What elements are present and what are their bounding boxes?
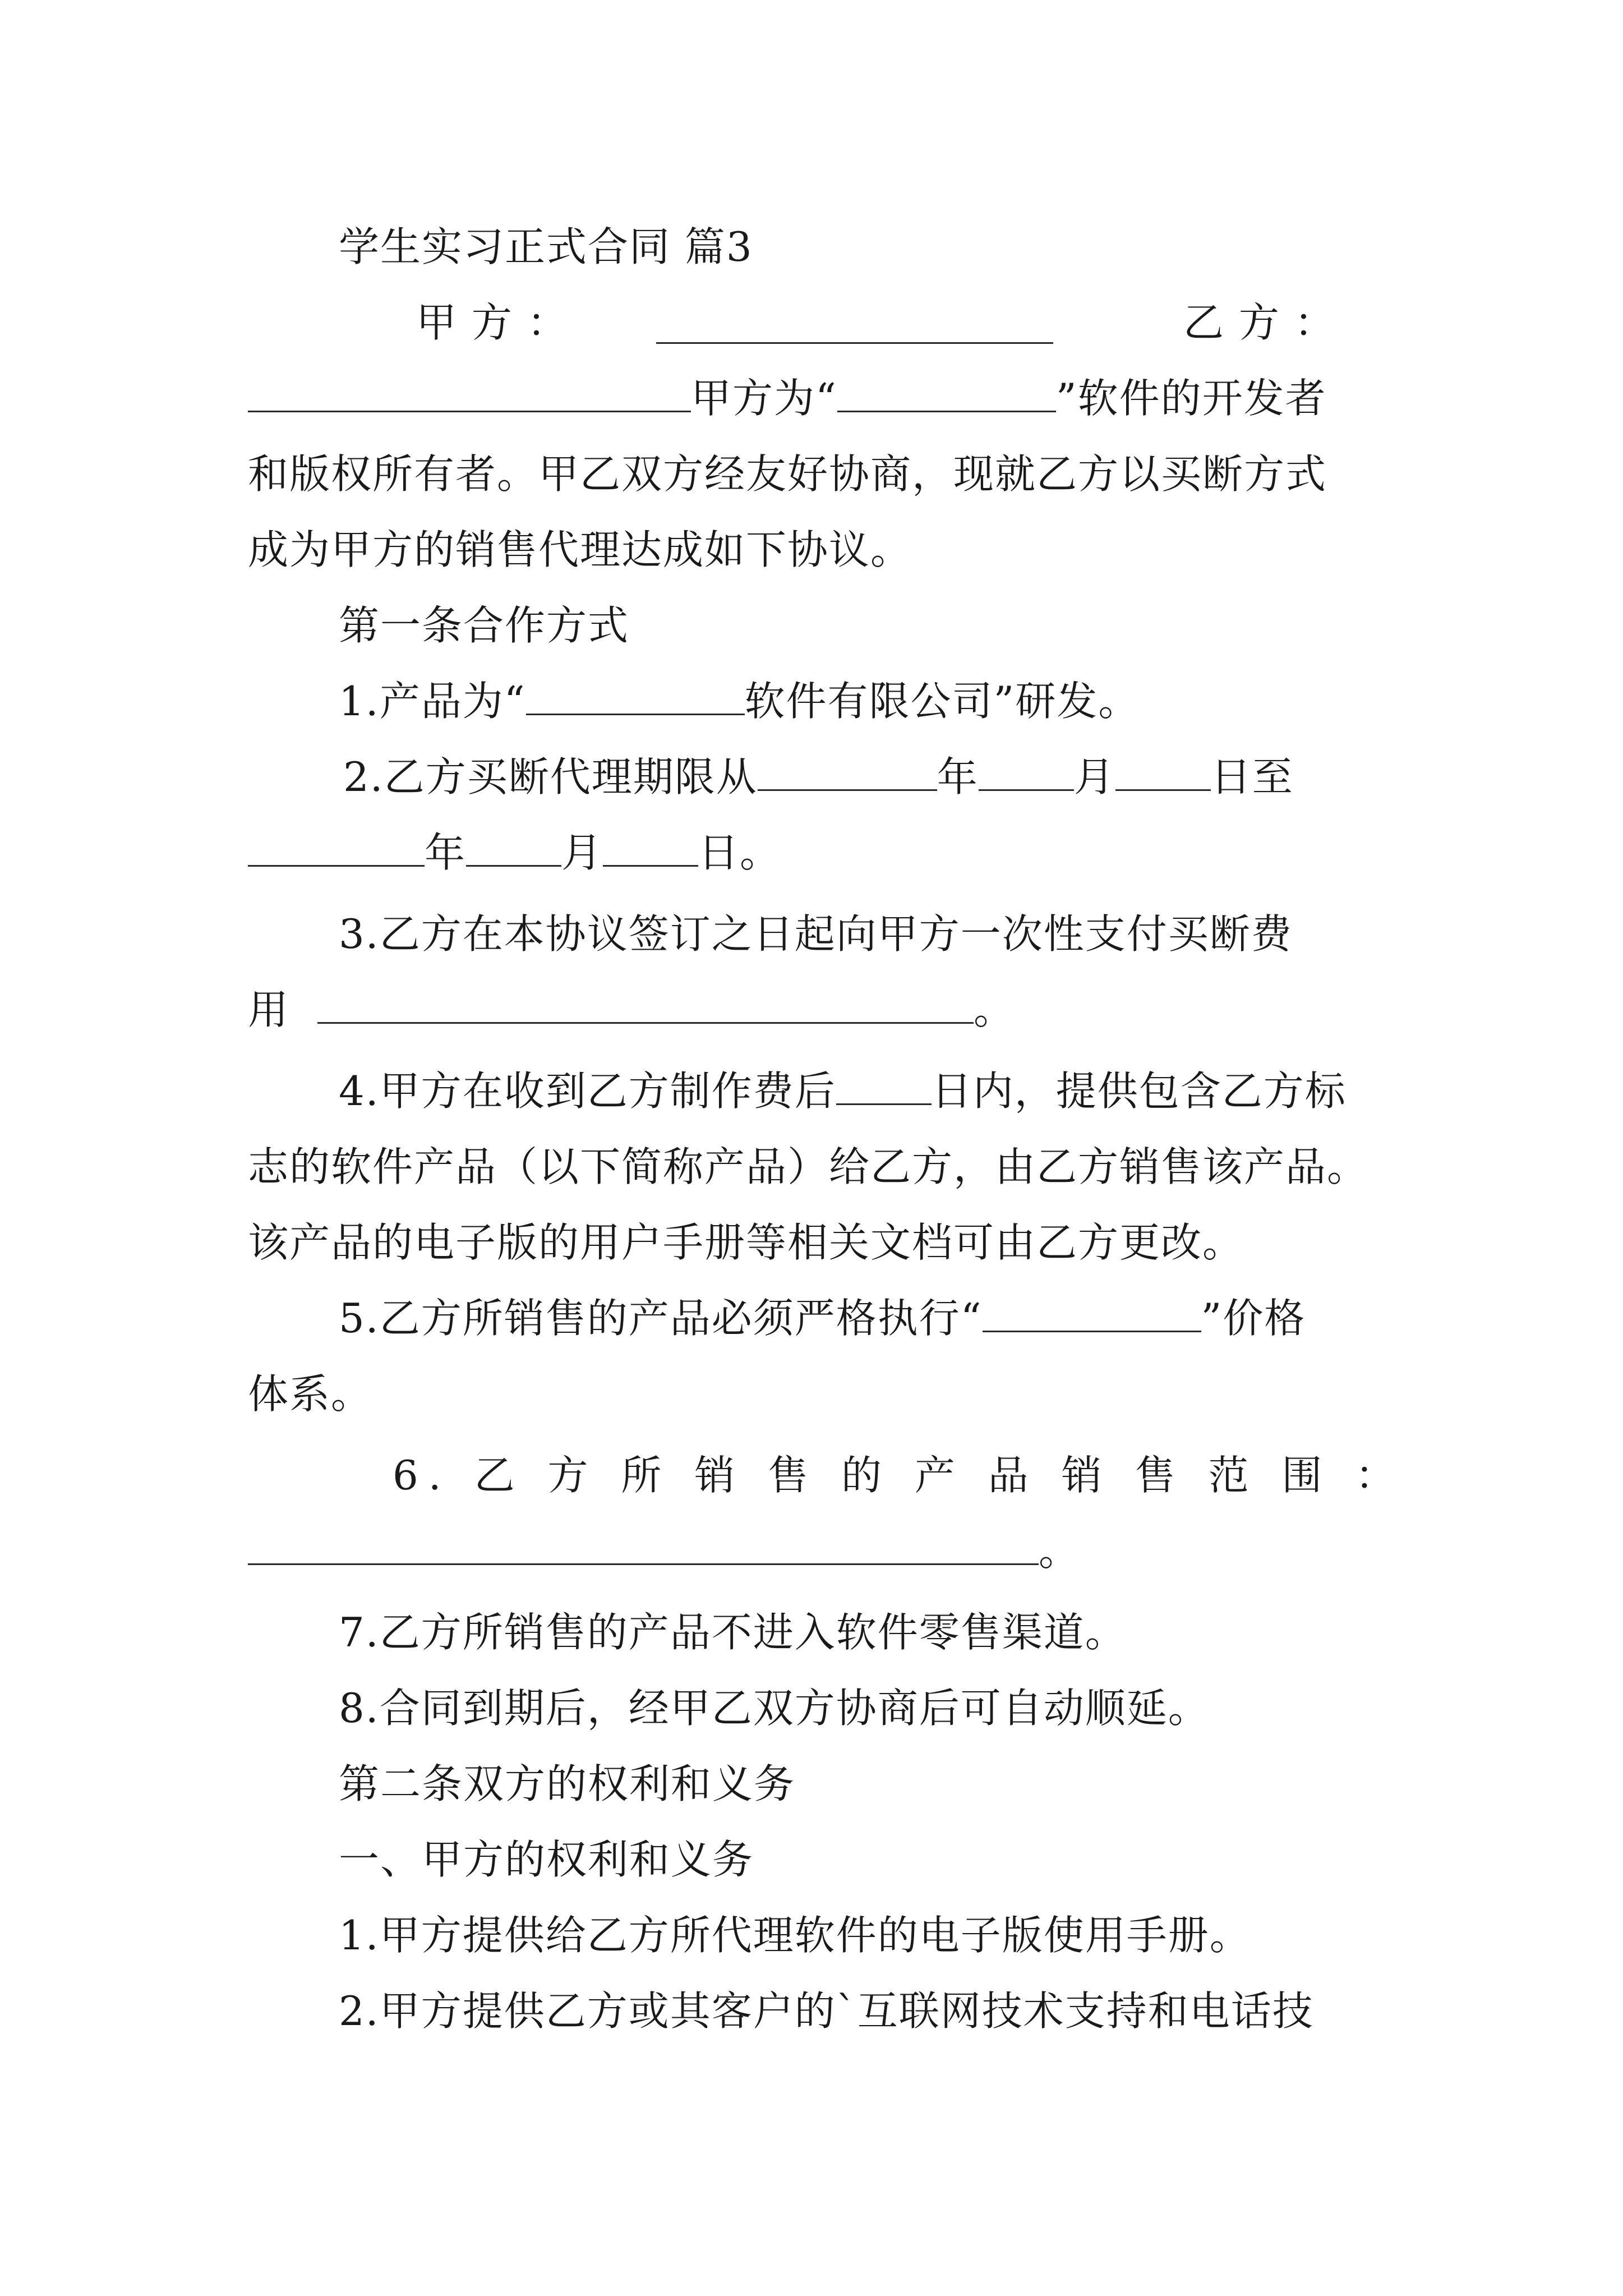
article1-item3-line1 bbox=[339, 903, 1386, 965]
article2-sub-heading bbox=[339, 1829, 1386, 1890]
fee-amount-blank bbox=[317, 982, 974, 1024]
article1-item2-line2 bbox=[248, 822, 1386, 884]
day-to-text: 日至 bbox=[1210, 753, 1294, 800]
article1-item6-line1 bbox=[393, 1444, 1406, 1506]
company-name-blank bbox=[526, 673, 745, 715]
item5-head: 5.乙方所销售的产品必须严格执行“ bbox=[339, 1295, 983, 1342]
article1-item2-line1 bbox=[343, 746, 1391, 808]
item4-line2-text: 志的软件产品（以下简称产品）给乙方，由乙方销售该产品。 bbox=[248, 1143, 1369, 1190]
article1-item1 bbox=[339, 670, 1386, 732]
year-text-2: 年 bbox=[425, 829, 467, 876]
item5-line2-text: 体系。 bbox=[248, 1370, 373, 1418]
intro-line1-text: 甲方为“ bbox=[691, 375, 837, 422]
item7-text: 7.乙方所销售的产品不进入软件零售渠道。 bbox=[339, 1609, 1127, 1656]
item3-period: 。 bbox=[974, 986, 1016, 1033]
intro-line2-text: 和版权所有者。甲乙双方经友好协商，现就乙方以买断方式 bbox=[248, 450, 1327, 498]
software-name-blank bbox=[837, 370, 1056, 412]
article1-item3-line2 bbox=[248, 979, 1386, 1041]
party-a-label: 甲 方 ： bbox=[416, 299, 569, 346]
item4-tail: 日内，提供包含乙方标 bbox=[931, 1068, 1347, 1115]
document-title bbox=[339, 216, 1386, 278]
article2-sub-heading-text: 一、甲方的权利和义务 bbox=[339, 1836, 754, 1883]
party-b-label: 乙 方 ： bbox=[1183, 299, 1336, 346]
item1-tail: 软件有限公司”研发。 bbox=[744, 678, 1140, 725]
parties-line bbox=[248, 292, 1386, 353]
intro-line-2 bbox=[248, 443, 1386, 505]
article1-item5-line2 bbox=[248, 1363, 1386, 1425]
end-year-blank bbox=[248, 825, 425, 867]
article1-heading bbox=[339, 595, 1386, 656]
days-blank bbox=[836, 1063, 932, 1105]
start-day-blank bbox=[1115, 749, 1211, 791]
party-b-blank bbox=[248, 370, 691, 412]
article1-item4-line3 bbox=[248, 1212, 1386, 1273]
item4-line3-text: 该产品的电子版的用户手册等相关文档可由乙方更改。 bbox=[248, 1219, 1244, 1266]
price-system-blank bbox=[983, 1290, 1201, 1332]
article2-heading-text: 第二条双方的权利和义务 bbox=[339, 1760, 796, 1807]
article1-item7 bbox=[339, 1602, 1386, 1663]
article1-item4-line2 bbox=[248, 1136, 1386, 1198]
intro-line-3 bbox=[248, 519, 1386, 581]
item2-head: 2.乙方买断代理期限从 bbox=[343, 753, 758, 800]
item6-period: 。 bbox=[1039, 1527, 1081, 1575]
article1-item4-line1 bbox=[339, 1060, 1386, 1122]
month-text-1: 月 bbox=[1073, 753, 1115, 800]
item1-head: 1.产品为“ bbox=[339, 678, 526, 725]
article1-heading-text: 第一条合作方式 bbox=[339, 602, 630, 649]
item3-line2-head: 用 bbox=[248, 986, 290, 1033]
start-year-blank bbox=[758, 749, 937, 791]
article1-item5-line1 bbox=[339, 1287, 1386, 1349]
item6-line1-text: 6. 乙 方 所 销 售 的 产 品 销 售 范 围 ： bbox=[393, 1452, 1406, 1499]
end-month-blank bbox=[466, 825, 561, 867]
start-month-blank bbox=[979, 749, 1074, 791]
item4-head: 4.甲方在收到乙方制作费后 bbox=[339, 1068, 836, 1115]
title-text: 学生实习正式合同 篇3 bbox=[339, 223, 753, 270]
party-a-blank bbox=[656, 302, 1053, 344]
article2-item1-text: 1.甲方提供给乙方所代理软件的电子版使用手册。 bbox=[339, 1912, 1251, 1959]
article2-item2 bbox=[339, 1980, 1386, 2042]
intro-line1-tail: ”软件的开发者 bbox=[1055, 375, 1327, 422]
end-day-blank bbox=[603, 825, 698, 867]
item8-text: 8.合同到期后，经甲乙双方协商后可自动顺延。 bbox=[339, 1685, 1210, 1732]
year-text-1: 年 bbox=[937, 753, 979, 800]
article2-heading bbox=[339, 1753, 1386, 1815]
intro-line-1 bbox=[248, 367, 1386, 429]
day-end-text: 日。 bbox=[698, 829, 782, 876]
month-text-2: 月 bbox=[561, 829, 603, 876]
article2-item1 bbox=[339, 1904, 1386, 1966]
item3-line1-text: 3.乙方在本协议签订之日起向甲方一次性支付买断费 bbox=[339, 910, 1293, 958]
item5-tail: ”价格 bbox=[1201, 1295, 1306, 1342]
sales-range-blank bbox=[248, 1523, 1039, 1565]
intro-line3-text: 成为甲方的销售代理达成如下协议。 bbox=[248, 526, 912, 573]
article1-item6-line2 bbox=[248, 1520, 1386, 1582]
article1-item8 bbox=[339, 1677, 1386, 1739]
article2-item2-text: 2.甲方提供乙方或其客户的`互联网技术支持和电话技 bbox=[339, 1987, 1314, 2035]
